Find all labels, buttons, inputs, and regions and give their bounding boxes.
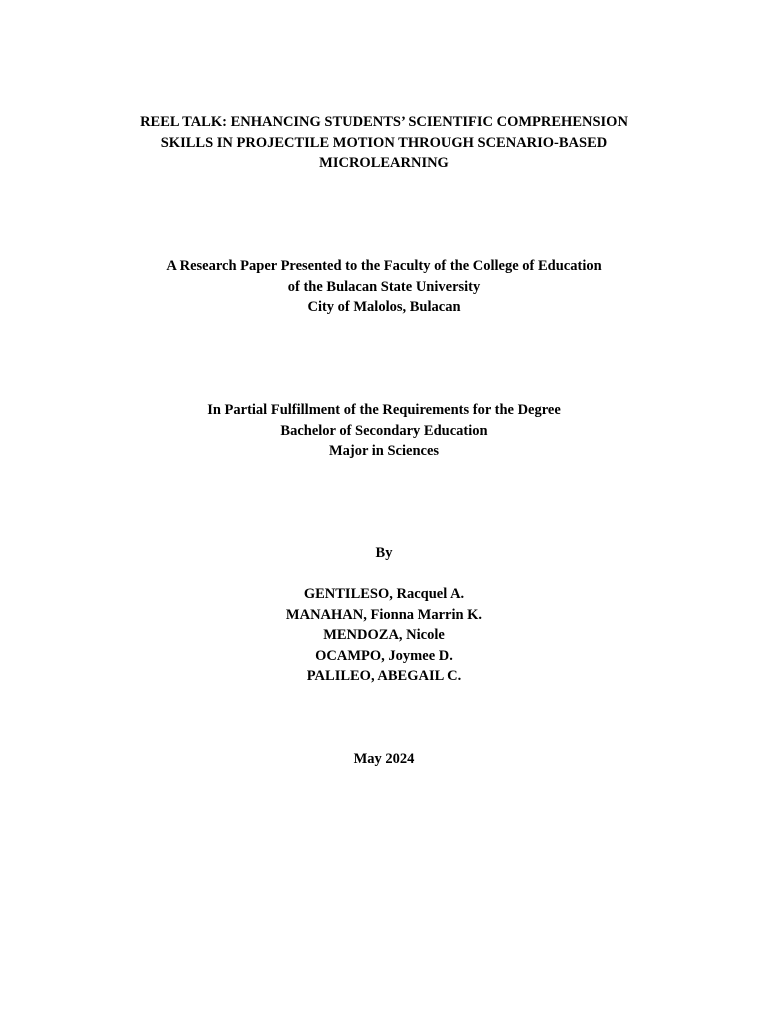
author-name: GENTILESO, Racquel A. xyxy=(303,586,465,602)
presentation-statement xyxy=(0,256,768,318)
title-line: MICROLEARNING xyxy=(319,155,449,171)
author-name: MENDOZA, Nicole xyxy=(323,627,445,643)
title-line: REEL TALK: ENHANCING STUDENTS’ SCIENTIFIC COMPREHENSION xyxy=(140,114,628,130)
fulfillment-line: Bachelor of Secondary Education xyxy=(280,422,488,439)
author-list xyxy=(0,584,768,687)
fulfillment-line: In Partial Fulfillment of the Requirements for the Degree xyxy=(207,402,561,418)
presentation-line: of the Bulacan State University xyxy=(287,278,481,295)
degree-fulfillment xyxy=(0,400,768,462)
presentation-line: A Research Paper Presented to the Faculty of the College of Education xyxy=(166,258,602,274)
by-label xyxy=(0,543,768,564)
date-text: May 2024 xyxy=(353,751,415,767)
title-line: SKILLS IN PROJECTILE MOTION THROUGH SCENARIO-BASED xyxy=(160,134,608,151)
submission-date xyxy=(0,749,768,770)
author-name: OCAMPO, Joymee D. xyxy=(315,647,453,664)
presentation-line: City of Malolos, Bulacan xyxy=(307,299,461,315)
fulfillment-line: Major in Sciences xyxy=(328,443,440,459)
paper-title xyxy=(0,112,768,174)
author-name: MANAHAN, Fionna Marrin K. xyxy=(285,606,483,623)
author-name: PALILEO, ABEGAIL C. xyxy=(306,668,462,684)
by-text: By xyxy=(375,545,393,561)
